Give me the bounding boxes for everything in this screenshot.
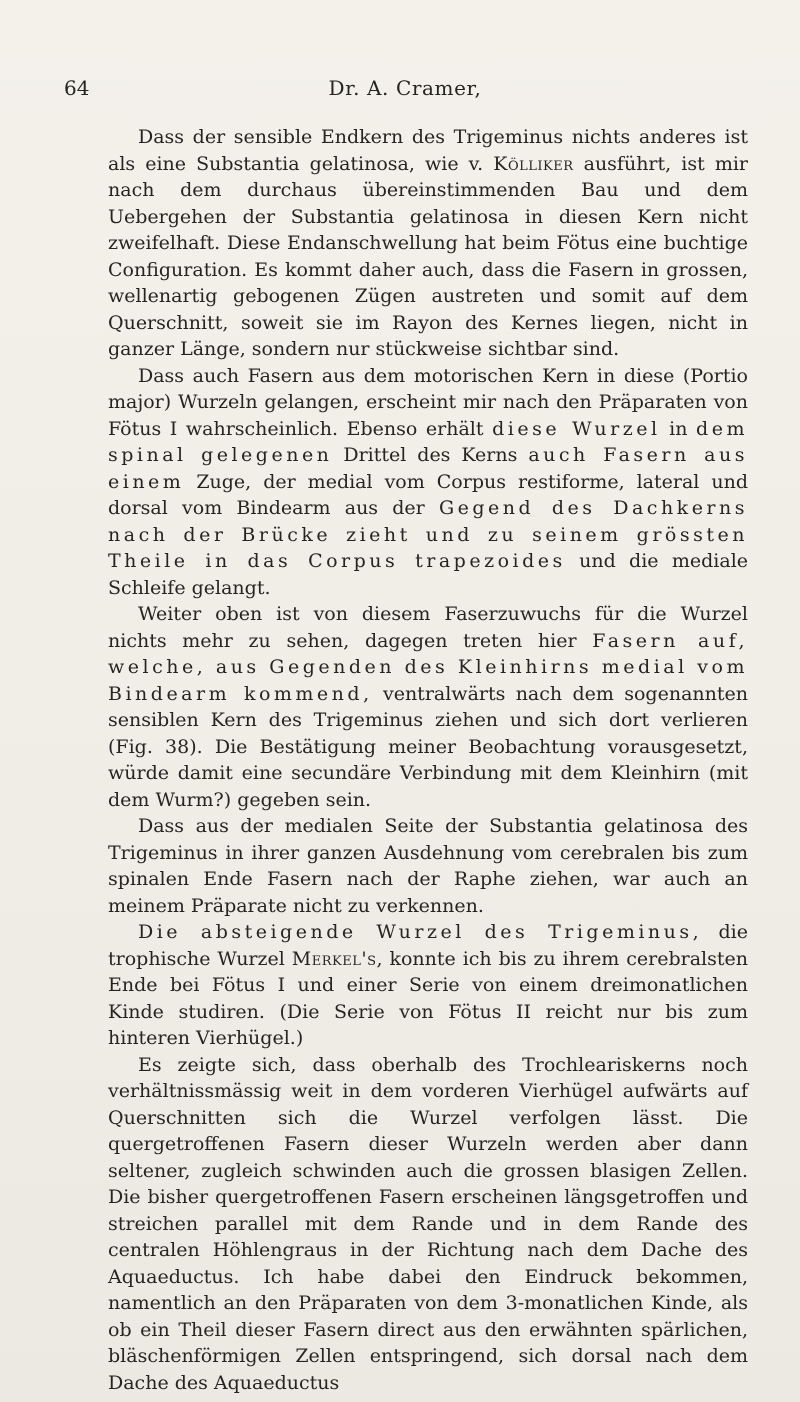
text-segment: und die mediale Schleife gelangt. (108, 550, 749, 599)
emphasized-text: dem spinal gelegenen (108, 417, 748, 466)
text-segment: in (660, 417, 697, 440)
running-head: Dr. A. Cramer, (328, 76, 482, 100)
paragraph (108, 124, 748, 363)
emphasized-text: Fasern auf, welche, aus Gegenden des Kleinhirns medial vom Bindearm kommend, (108, 629, 748, 705)
paragraph (108, 919, 748, 1052)
author-name: Merkel's (291, 947, 377, 970)
text-segment: Drittel des Kerns (332, 444, 529, 466)
page-header (64, 73, 746, 103)
text-segment: Weiter oben ist von diesem Faserzuwuchs für die Wurzel nichts mehr zu sehen, dagegen treten hier (108, 603, 748, 652)
text-segment: Dass der sensible Endkern des Trigeminus nichts anderes ist als eine Substantia gelatinosa, wie v. (108, 126, 748, 175)
emphasized-text: Die absteigende Wurzel des Trigeminus, (138, 921, 703, 943)
emphasized-text: auch Fasern aus einem (108, 444, 748, 493)
text-segment: Dass auch Fasern aus dem motorischen Kern in diese (Portio major) Wurzeln gelangen, erscheint mir nach den Präparaten von Fötus I wahrscheinlich. Ebenso erhält (108, 364, 748, 440)
text-segment: ventralwärts nach dem sogenannten sensiblen Kern des Trigeminus ziehen und sich dort verlieren (Fig. 38). Die Bestätigung meiner Beobachtung vorausgesetzt, würde damit eine secundäre Verbindung mit dem Kleinhirn (mit dem Wurm?) gegeben sein. (108, 682, 748, 811)
paragraph (108, 813, 748, 919)
body-text (108, 124, 748, 1396)
text-segment: ausführt, ist mir nach dem durchaus übereinstimmenden Bau und dem Uebergehen der Substantia gelatinosa in diesen Kern nicht zweifelhaft. Diese Endanschwellung hat beim Fötus eine buchtige Configuration. Es kommt daher auch, dass die Fasern in grossen, wellenartig gebogenen Zügen austreten und somit auf dem Querschnitt, soweit sie im Rayon des Kernes liegen, nicht in ganzer Länge, sondern nur stückweise sichtbar sind. (108, 152, 748, 360)
paragraph (108, 601, 748, 813)
text-segment: Zuge, der medial vom Corpus restiforme, lateral und dorsal vom Bindearm aus der (108, 470, 748, 519)
paragraph (108, 363, 748, 602)
emphasized-text: diese Wurzel (492, 417, 661, 440)
text-segment: Es zeigte sich, dass oberhalb des Trochleariskerns noch verhältnissmässig weit in dem vorderen Vierhügel aufwärts auf Querschnitten sich die Wurzel verfolgen lässt. Die quergetroffenen Fasern dieser Wurzeln werden aber dann seltener, zugleich schwinden auch die grossen blasigen Zellen. Die bisher quergetroffenen Fasern erscheinen längsgetroffen und streichen parallel mit dem Rande und in dem Rande des centralen Höhlengraus in der Richtung nach dem Dache des Aquaeductus. Ich habe dabei den Eindruck bekommen, namentlich an den Präparaten von dem 3-monatlichen Kinde, als ob ein Theil dieser Fasern direct aus den erwähnten spärlichen, bläschenförmigen Zellen entspringend, sich dorsal nach dem Dache des Aquaeductus (108, 1053, 748, 1394)
text-segment: Dass aus der medialen Seite der Substantia gelatinosa des Trigeminus in ihrer ganzen Ausdehnung vom cerebralen bis zum spinalen Ende Fasern nach der Raphe ziehen, war auch an meinem Präparate nicht zu verkennen. (108, 815, 748, 917)
author-name: Kölliker (493, 152, 574, 175)
text-segment: die trophische Wurzel (108, 921, 748, 970)
paragraph (108, 1052, 748, 1397)
text-segment: , konnte ich bis zu ihrem cerebralsten Ende bei Fötus I und einer Serie von einem dreimonatlichen Kinde studiren. (Die Serie von Fötus II reicht nur bis zum hinteren Vierhügel.) (108, 947, 748, 1049)
emphasized-text: Gegend des Dachkerns nach der Brücke zieht und zu seinem grössten Theile in das Corpus trapezoides (108, 497, 749, 572)
page-number: 64 (64, 76, 90, 100)
